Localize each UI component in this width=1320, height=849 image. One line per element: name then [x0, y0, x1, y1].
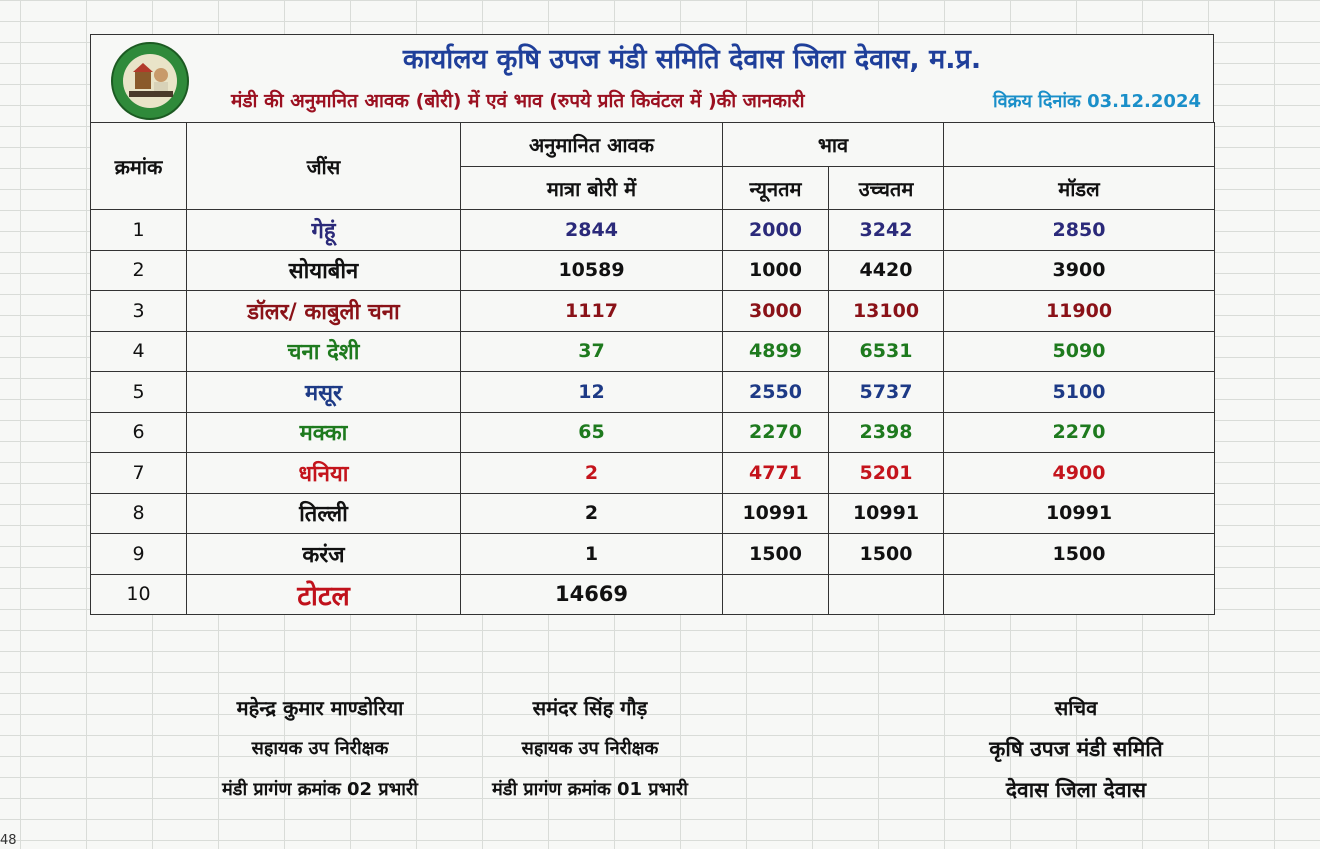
signatory-name: समंदर सिंह गौड़	[532, 696, 648, 720]
cell-model: 3900	[944, 250, 1215, 291]
table-row	[91, 250, 1215, 291]
cell-crop: मक्का	[187, 412, 461, 453]
cell-max: 10991	[829, 493, 944, 534]
signatory-name: महेन्द्र कुमार माण्डोरिया	[236, 696, 404, 720]
cell-model: 2270	[944, 412, 1215, 453]
cell-model: 11900	[944, 291, 1215, 332]
report-title: कार्यालय कृषि उपज मंडी समिति देवास जिला देवास, म.प्र.	[402, 44, 982, 75]
cell-sno: 9	[91, 534, 187, 575]
cell-min: 4899	[723, 331, 829, 372]
signature-block	[90, 690, 1214, 810]
cell-qty: 1	[461, 534, 723, 575]
cell-qty: 37	[461, 331, 723, 372]
cell-crop: धनिया	[187, 453, 461, 494]
table-body	[91, 210, 1215, 615]
cell-crop: करंज	[187, 534, 461, 575]
report-sheet	[90, 34, 1214, 615]
cell-min: 1000	[723, 250, 829, 291]
cell-sno: 10	[91, 574, 187, 615]
cell-max: 5737	[829, 372, 944, 413]
cell-qty: 65	[461, 412, 723, 453]
cell-max: 4420	[829, 250, 944, 291]
cell-qty: 12	[461, 372, 723, 413]
cell-max: 3242	[829, 210, 944, 251]
signatory-designation: सहायक उप निरीक्षक	[521, 738, 659, 759]
cell-empty	[829, 574, 944, 615]
cell-model: 5090	[944, 331, 1215, 372]
col-header-arrival-qty: मात्रा बोरी में	[461, 167, 723, 210]
signatory-3	[926, 690, 1226, 813]
col-header-arrival-group: अनुमानित आवक	[461, 123, 723, 167]
signatory-name: सचिव	[1054, 696, 1098, 720]
signatory-1	[180, 690, 460, 813]
table-row	[91, 372, 1215, 413]
cell-sno: 2	[91, 250, 187, 291]
cell-crop: सोयाबीन	[187, 250, 461, 291]
col-header-crop: जींस	[187, 123, 461, 210]
cell-qty: 2844	[461, 210, 723, 251]
total-row	[91, 574, 1215, 615]
cell-crop: मसूर	[187, 372, 461, 413]
cell-qty: 2	[461, 493, 723, 534]
col-header-price-group: भाव	[723, 123, 944, 167]
col-header-model: मॉडल	[944, 167, 1215, 210]
cell-qty: 1117	[461, 291, 723, 332]
cell-sno: 8	[91, 493, 187, 534]
cell-min: 1500	[723, 534, 829, 575]
cell-total-label: टोटल	[187, 574, 461, 615]
report-subtitle: मंडी की अनुमानित आवक (बोरी) में एवं भाव (रुपये प्रति किवंटल में )की जानकारी	[231, 90, 805, 112]
cell-min: 3000	[723, 291, 829, 332]
cell-total-qty: 14669	[461, 574, 723, 615]
cell-min: 10991	[723, 493, 829, 534]
cell-model: 1500	[944, 534, 1215, 575]
table-row	[91, 453, 1215, 494]
cell-sno: 7	[91, 453, 187, 494]
cell-model: 5100	[944, 372, 1215, 413]
table-row	[91, 291, 1215, 332]
cell-qty: 10589	[461, 250, 723, 291]
cell-crop: चना देशी	[187, 331, 461, 372]
cell-sno: 5	[91, 372, 187, 413]
col-header-blank	[944, 123, 1215, 167]
col-header-min: न्यूनतम	[723, 167, 829, 210]
cell-model: 2850	[944, 210, 1215, 251]
cell-sno: 1	[91, 210, 187, 251]
cell-max: 5201	[829, 453, 944, 494]
col-header-sno: क्रमांक	[91, 123, 187, 210]
cell-sno: 3	[91, 291, 187, 332]
cell-min: 2550	[723, 372, 829, 413]
cell-crop: गेहूं	[187, 210, 461, 251]
cell-qty: 2	[461, 453, 723, 494]
table-row	[91, 534, 1215, 575]
cell-min: 2000	[723, 210, 829, 251]
cell-max: 13100	[829, 291, 944, 332]
signatory-charge: देवास जिला देवास	[1005, 778, 1147, 802]
col-header-max: उच्चतम	[829, 167, 944, 210]
cell-max: 1500	[829, 534, 944, 575]
signatory-charge: मंडी प्रागंण क्रमांक 02 प्रभारी	[222, 779, 418, 800]
cell-crop: तिल्ली	[187, 493, 461, 534]
cell-model: 4900	[944, 453, 1215, 494]
table-row	[91, 210, 1215, 251]
signatory-2	[450, 690, 730, 813]
cell-max: 6531	[829, 331, 944, 372]
signatory-designation: कृषि उपज मंडी समिति	[989, 737, 1163, 761]
cell-empty	[944, 574, 1215, 615]
cell-crop: डॉलर/ काबुली चना	[187, 291, 461, 332]
report-header	[90, 34, 1214, 122]
table-row	[91, 412, 1215, 453]
cell-model: 10991	[944, 493, 1215, 534]
cell-sno: 4	[91, 331, 187, 372]
cell-min: 4771	[723, 453, 829, 494]
cell-sno: 6	[91, 412, 187, 453]
cell-max: 2398	[829, 412, 944, 453]
signatory-designation: सहायक उप निरीक्षक	[251, 738, 389, 759]
cell-empty	[723, 574, 829, 615]
corner-page-mark: 48	[0, 833, 17, 848]
table-row	[91, 331, 1215, 372]
cell-min: 2270	[723, 412, 829, 453]
mandi-rate-table	[90, 122, 1215, 615]
table-row	[91, 493, 1215, 534]
signatory-charge: मंडी प्रागंण क्रमांक 01 प्रभारी	[492, 779, 688, 800]
sale-date: विक्रय दिनांक 03.12.2024	[992, 91, 1201, 112]
